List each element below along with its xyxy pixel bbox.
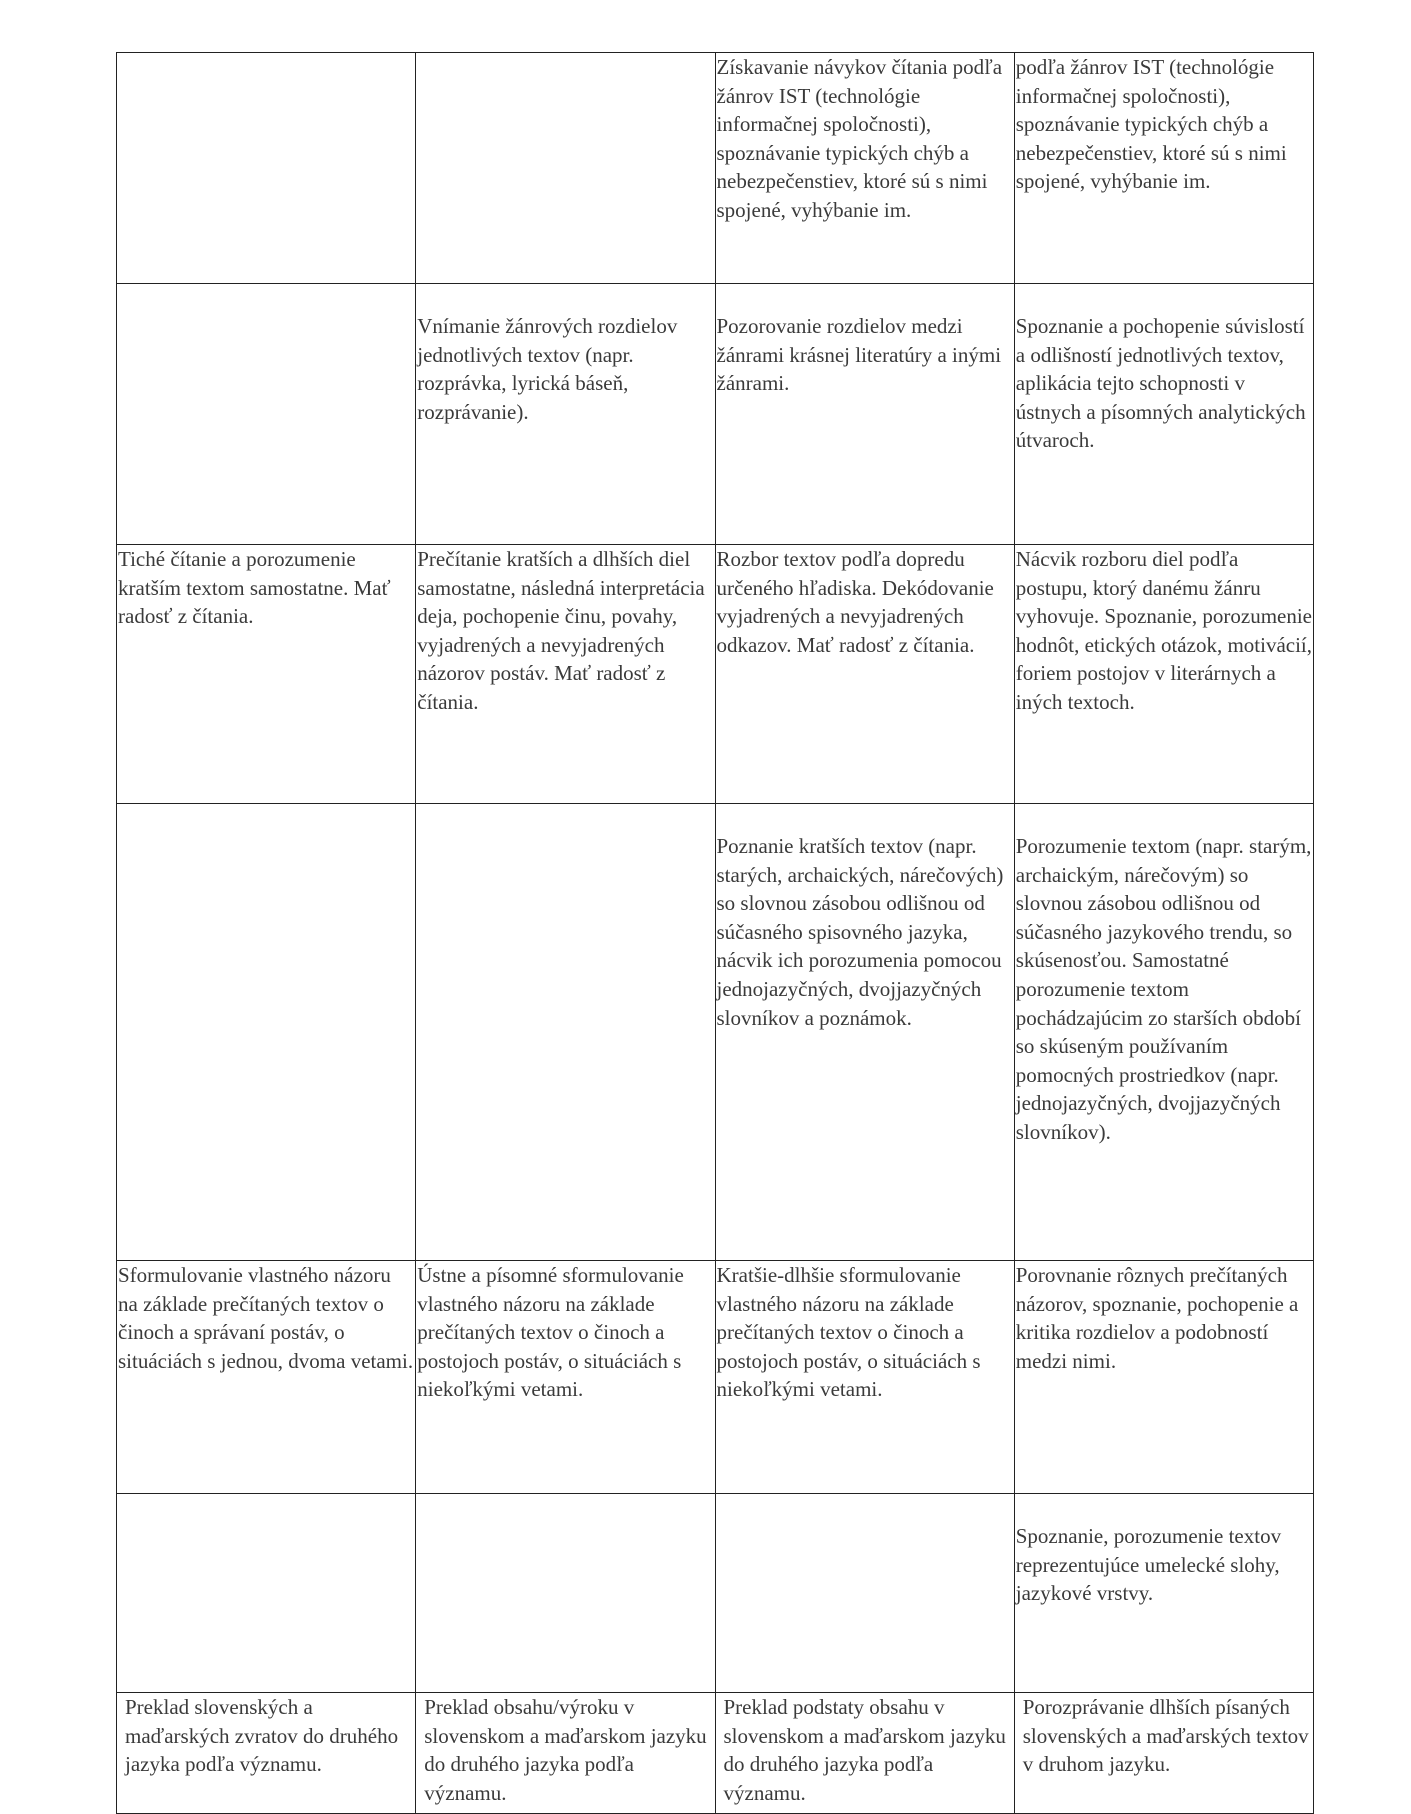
table-cell: Preklad obsahu/výroku v slovenskom a maďarskom jazyku do druhého jazyka podľa významu. <box>416 1693 715 1814</box>
table-cell: Spoznanie a pochopenie súvislostí a odlišností jednotlivých textov, aplikácia tejto schopnosti v ústnych a písomných analytických útvaroch. <box>1014 284 1313 545</box>
table-cell: Pozorovanie rozdielov medzi žánrami krásnej literatúry a inými žánrami. <box>715 284 1014 545</box>
table-row <box>117 1693 1314 1814</box>
table-cell: Rozbor textov podľa dopredu určeného hľadiska. Dekódovanie vyjadrených a nevyjadrených odkazov. Mať radosť z čítania. <box>715 545 1014 804</box>
table-cell: Porozumenie textom (napr. starým, archaickým, nárečovým) so slovnou zásobou odlišnou od súčasného jazykového trendu, so skúsenosťou. Samostatné porozumenie textom pochádzajúcim zo starších období so skúseným používaním pomocných prostriedkov (napr. jednojazyčných, dvojjazyčných slovníkov). <box>1014 804 1313 1261</box>
table-cell: Kratšie-dlhšie sformulovanie vlastného názoru na základe prečítaných textov o činoch a postojoch postáv, o situáciách s niekoľkými vetami. <box>715 1261 1014 1494</box>
table-cell <box>416 1494 715 1693</box>
table-cell: Spoznanie, porozumenie textov reprezentujúce umelecké slohy, jazykové vrstvy. <box>1014 1494 1313 1693</box>
table-row <box>117 1494 1314 1693</box>
table-row <box>117 804 1314 1261</box>
table-row <box>117 1261 1314 1494</box>
table-cell: Získavanie návykov čítania podľa žánrov IST (technológie informačnej spoločnosti), spoznávanie typických chýb a nebezpečenstiev, ktoré sú s nimi spojené, vyhýbanie im. <box>715 53 1014 284</box>
table-cell: Poznanie kratších textov (napr. starých, archaických, nárečových) so slovnou zásobou odlišnou od súčasného spisovného jazyka, nácvik ich porozumenia pomocou jednojazyčných, dvojjazyčných slovníkov a poznámok. <box>715 804 1014 1261</box>
table-cell <box>117 1494 416 1693</box>
table-cell: Porozprávanie dlhších písaných slovenských a maďarských textov v druhom jazyku. <box>1014 1693 1313 1814</box>
table-cell: Ústne a písomné sformulovanie vlastného názoru na základe prečítaných textov o činoch a postojoch postáv, o situáciách s niekoľkými vetami. <box>416 1261 715 1494</box>
table-row <box>117 53 1314 284</box>
table-cell: Porovnanie rôznych prečítaných názorov, spoznanie, pochopenie a kritika rozdielov a podobností medzi nimi. <box>1014 1261 1313 1494</box>
table-cell <box>117 53 416 284</box>
table-cell <box>416 804 715 1261</box>
table-cell: Preklad slovenských a maďarských zvratov do druhého jazyka podľa významu. <box>117 1693 416 1814</box>
table-row <box>117 284 1314 545</box>
table-cell <box>416 53 715 284</box>
table-cell: Prečítanie kratších a dlhších diel samostatne, následná interpretácia deja, pochopenie činu, povahy, vyjadrených a nevyjadrených názorov postáv. Mať radosť z čítania. <box>416 545 715 804</box>
curriculum-table <box>116 52 1314 1814</box>
table-row <box>117 545 1314 804</box>
table-cell <box>117 804 416 1261</box>
table-cell <box>715 1494 1014 1693</box>
table-cell: Tiché čítanie a porozumenie kratším textom samostatne. Mať radosť z čítania. <box>117 545 416 804</box>
table-cell <box>117 284 416 545</box>
table-cell: Nácvik rozboru diel podľa postupu, ktorý danému žánru vyhovuje. Spoznanie, porozumenie hodnôt, etických otázok, motivácií, foriem postojov v literárnych a iných textoch. <box>1014 545 1313 804</box>
table-cell: Preklad podstaty obsahu v slovenskom a maďarskom jazyku do druhého jazyka podľa významu. <box>715 1693 1014 1814</box>
table-cell: Sformulovanie vlastného názoru na základe prečítaných textov o činoch a správaní postáv, o situáciách s jednou, dvoma vetami. <box>117 1261 416 1494</box>
table-cell: podľa žánrov IST (technológie informačnej spoločnosti), spoznávanie typických chýb a nebezpečenstiev, ktoré sú s nimi spojené, vyhýbanie im. <box>1014 53 1313 284</box>
table-cell: Vnímanie žánrových rozdielov jednotlivých textov (napr. rozprávka, lyrická báseň, rozprávanie). <box>416 284 715 545</box>
